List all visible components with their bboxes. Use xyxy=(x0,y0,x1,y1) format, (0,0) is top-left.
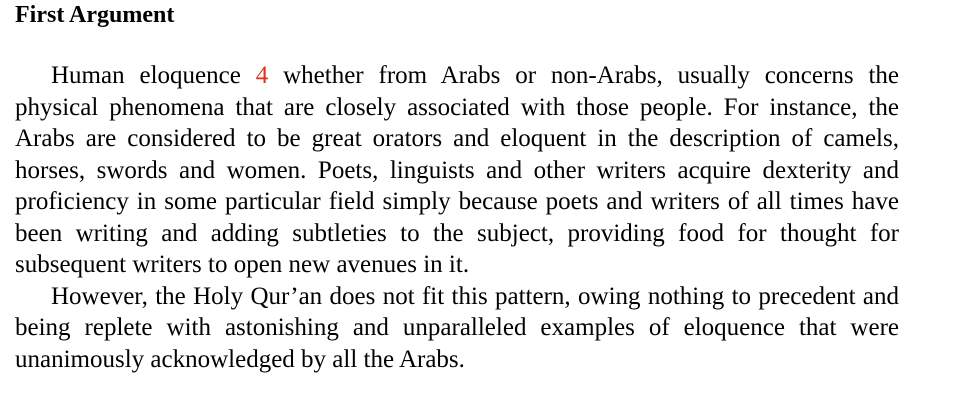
section-heading: First Argument xyxy=(15,2,175,28)
body-paragraph-1 xyxy=(15,60,899,281)
paragraph-1-text-start: Human eloquence xyxy=(51,62,256,89)
footnote-reference[interactable]: 4 xyxy=(255,62,269,89)
paragraph-1-text-rest: whether from Arabs or non-Arabs, usually concerns the physical phenomena that are closely associated with those people. For instance, the Arabs are considered to be great orators and eloquent in the description of camels, horses, swords and women. Poets, linguists and other writers acquire dexterity and proficiency in some particular field simply because poets and writers of all times have been writing and adding subtleties to the subject, providing food for thought for subsequent writers to open new avenues in it. xyxy=(15,62,899,278)
body-paragraph-2 xyxy=(15,281,899,376)
document-page xyxy=(15,0,899,375)
paragraph-2-text: However, the Holy Qur’an does not fit this pattern, owing nothing to precedent and being replete with astonishing and unparalleled examples of eloquence that were unanimously acknowledged by all the Arabs. xyxy=(15,282,899,373)
